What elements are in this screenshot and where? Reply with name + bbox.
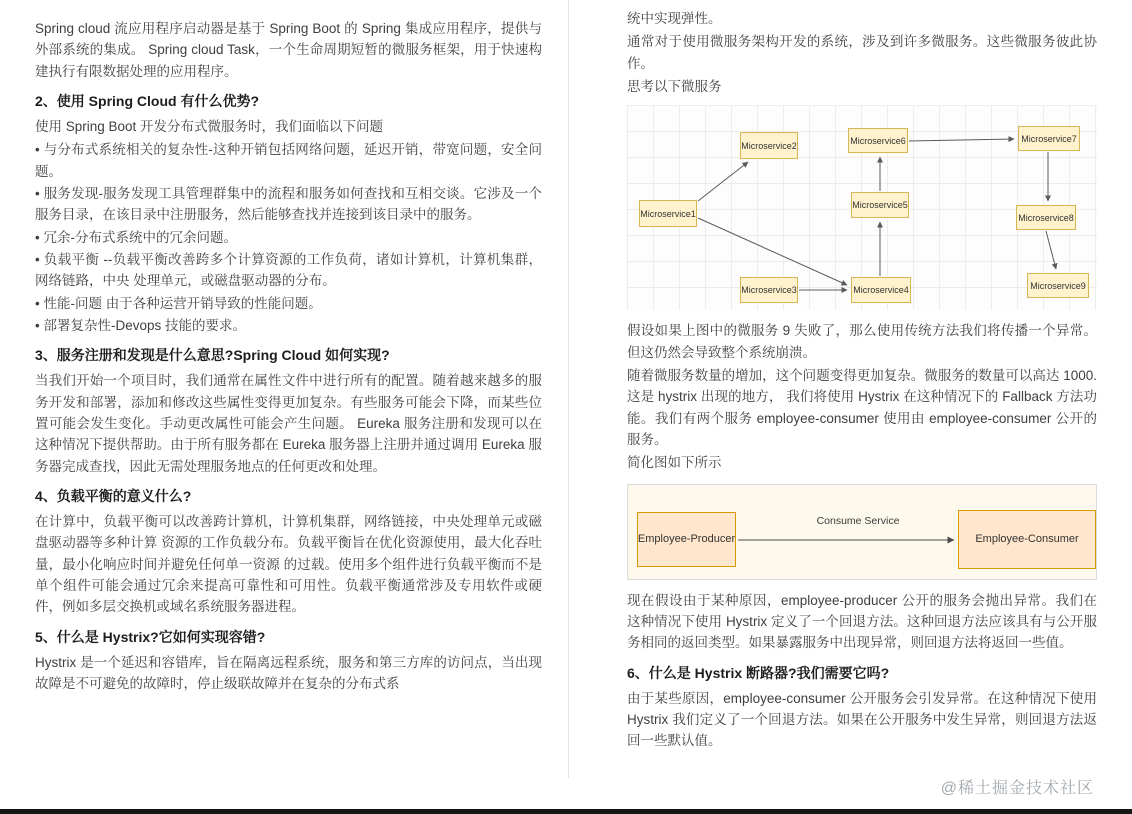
diagram-node: Microservice6	[848, 128, 908, 153]
section-heading: 6、什么是 Hystrix 断路器?我们需要它吗?	[627, 664, 890, 681]
diagram-node: Microservice5	[851, 192, 909, 218]
section-heading: 5、什么是 Hystrix?它如何实现容错?	[35, 628, 266, 645]
column-divider	[568, 0, 569, 778]
paragraph: 由于某些原因，employee-consumer 公开服务会引发异常。在这种情况下使用 Hystrix 我们定义了一个回退方法。如果在公开服务中发生异常，则回退方法返回一些默认值。	[627, 690, 1097, 749]
paragraph: 通常对于使用微服务架构开发的系统，涉及到许多微服务。这些微服务彼此协作。	[627, 34, 1097, 71]
paragraph: 统中实现弹性。	[627, 11, 722, 26]
paragraph: Hystrix 是一个延迟和容错库，旨在隔离远程系统，服务和第三方库的访问点，当出现故障是不可避免的故障时，停止级联故障并在复杂的分布式系	[35, 654, 542, 691]
microservices-diagram	[627, 105, 1097, 310]
employee-consumer-box: Employee-Consumer	[958, 510, 1096, 569]
diagram-node: Microservice2	[740, 132, 798, 159]
paragraph: 简化图如下所示	[627, 455, 722, 471]
paragraph: 在计算中，负载平衡可以改善跨计算机，计算机集群，网络链接，中央处理单元或磁盘驱动器等多种计算 资源的工作负载分布。负载平衡旨在优化资源使用，最大化吞吐量，最小化响应时间并避免任何单一资源 的过载。使用多个组件进行负载平衡而不是单个组件可能会通过冗余来提高可靠性和可用性。负载平衡通常涉及专用软件或硬件，例如多层交换机或域名系统服务器进程。	[35, 513, 542, 615]
right-column	[627, 0, 1097, 814]
diagram-node: Microservice8	[1016, 205, 1076, 230]
watermark: @稀土掘金技术社区	[940, 780, 1094, 797]
paragraph: 假设如果上图中的微服务 9 失败了，那么使用传统方法我们将传播一个异常。但这仍然会导致整个系统崩溃。	[627, 323, 1097, 360]
bullet-item: • 冗余-分布式系统中的冗余问题。	[35, 229, 237, 245]
producer-consumer-diagram	[627, 484, 1097, 580]
bullet-item: • 性能-问题 由于各种运营开销导致的性能问题。	[35, 295, 322, 311]
bullet-item: • 部署复杂性-Devops 技能的要求。	[35, 317, 246, 333]
paragraph: 随着微服务数量的增加，这个问题变得更加复杂。微服务的数量可以高达 1000.这是 hystrix 出现的地方， 我们将使用 Hystrix 在这种情况下的 Fallback 方法功能。我们有两个服务 employee-consumer 使用由 employee-consumer 公开的服务。	[627, 367, 1097, 447]
paragraph: Spring cloud 流应用程序启动器是基于 Spring Boot 的 Spring 集成应用程序，提供与外部系统的集成。 Spring cloud Task，一个生命周期短暂的微服务框架，用于快速构建执行有限数据处理的应用程序。	[35, 21, 542, 79]
section-heading: 2、使用 Spring Cloud 有什么优势?	[35, 92, 259, 109]
paragraph: 使用 Spring Boot 开发分布式微服务时，我们面临以下问题	[35, 118, 384, 134]
section-heading: 3、服务注册和发现是什么意思?Spring Cloud 如何实现?	[35, 347, 390, 364]
left-column	[35, 0, 542, 814]
diagram-node: Microservice7	[1018, 126, 1080, 151]
paragraph: 思考以下微服务	[627, 78, 722, 94]
paragraph: 现在假设由于某种原因，employee-producer 公开的服务会抛出异常。我们在这种情况下使用 Hystrix 定义了一个回退方法。这种回退方法应该具有与公开服务相同的返回类型。如果暴露服务中出现异常，则回退方法将返回一些值。	[627, 592, 1097, 651]
section-heading: 4、负载平衡的意义什么?	[35, 487, 192, 504]
paragraph: 当我们开始一个项目时，我们通常在属性文件中进行所有的配置。随着越来越多的服务开发和部署，添加和修改这些属性变得更加复杂。有些服务可能会下降，而某些位置可能会发生变化。手动更改属性可能会产生问题。 Eureka 服务注册和发现可以在这种情况下提供帮助。由于所有服务都在 Eureka 服务器上注册并通过调用 Eureka 服务器完成查找，因此无需处理服务地点的任何更改和处理。	[35, 373, 542, 474]
diagram-node: Microservice9	[1027, 273, 1089, 298]
bullet-item: • 服务发现-服务发现工具管理群集中的流程和服务如何查找和互相交谈。它涉及一个服务目录，在该目录中注册服务，然后能够查找并连接到该目录中的服务。	[35, 185, 542, 223]
bullet-item: • 与分布式系统相关的复杂性-这种开销包括网络问题，延迟开销，带宽问题，安全问题。	[35, 142, 542, 179]
consume-service-label: Consume Service	[816, 514, 900, 527]
bullet-item: • 负载平衡 --负载平衡改善跨多个计算资源的工作负荷，诸如计算机，计算机集群，网络链路，中央 处理单元，或磁盘驱动器的分布。	[35, 251, 542, 289]
diagram-node: Microservice1	[639, 200, 697, 227]
diagram-node: Microservice3	[740, 277, 798, 303]
diagram-node: Microservice4	[851, 277, 911, 303]
employee-producer-box: Employee-Producer	[637, 512, 736, 567]
bottom-bar	[0, 809, 1132, 814]
